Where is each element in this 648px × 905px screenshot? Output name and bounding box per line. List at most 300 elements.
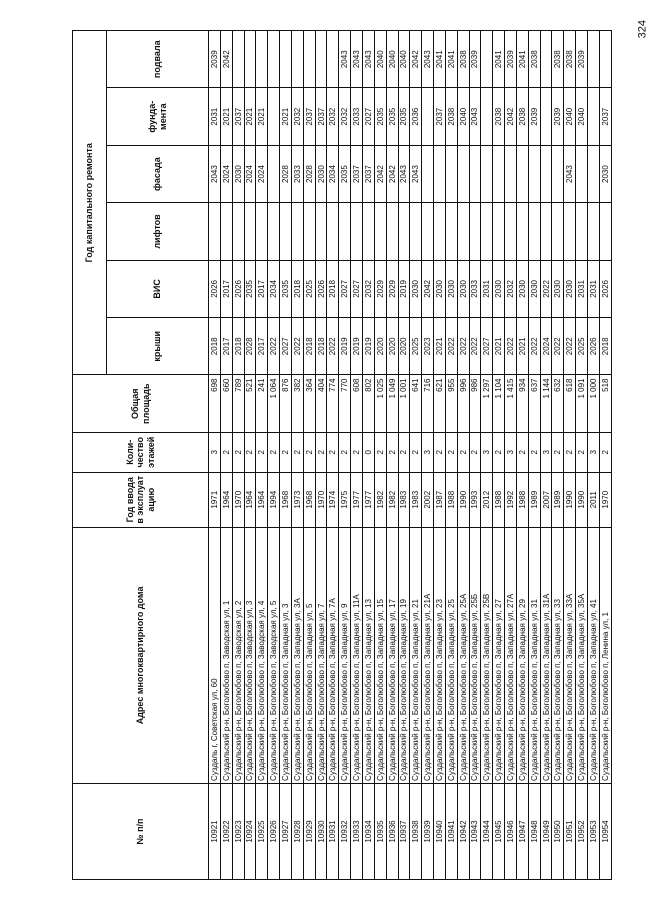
cell-floors: 2: [410, 432, 422, 472]
cell-floors: 2: [516, 432, 528, 472]
cell-roof: 2022: [268, 318, 280, 375]
cell-roof: 2017: [256, 318, 268, 375]
cell-facade: 2030: [315, 145, 327, 202]
cell-foundation: 2036: [410, 88, 422, 145]
cell-address: Суздальский р-н, Боголюбово п, Западная ул, 27А: [505, 527, 517, 783]
cell-num: 10950: [552, 783, 564, 879]
cell-area: 1 064: [268, 375, 280, 432]
cell-address: Суздальский р-н, Боголюбово п, Заводская ул, 2: [232, 527, 244, 783]
cell-lift: [540, 203, 552, 260]
cell-year: 1964: [244, 472, 256, 527]
cell-basement: 2039: [209, 31, 221, 88]
cell-lift: [564, 203, 576, 260]
cell-vis: 2031: [588, 260, 600, 317]
cell-foundation: 2021: [244, 88, 256, 145]
cell-area: 1 144: [540, 375, 552, 432]
table-row: [493, 31, 505, 880]
cell-foundation: 2043: [469, 88, 481, 145]
cell-vis: 2027: [351, 260, 363, 317]
cell-num: 10927: [280, 783, 292, 879]
cell-roof: 2019: [362, 318, 374, 375]
header-repair-group: Год капитального ремонта: [73, 31, 107, 376]
cell-floors: 2: [244, 432, 256, 472]
table-row: [244, 31, 256, 880]
cell-address: Суздальский р-н, Боголюбово п, Заводская ул, 3: [244, 527, 256, 783]
cell-floors: 2: [434, 432, 446, 472]
cell-roof: 2026: [588, 318, 600, 375]
cell-facade: [422, 145, 434, 202]
table-row: [588, 31, 600, 880]
cell-lift: [386, 203, 398, 260]
cell-num: 10949: [540, 783, 552, 879]
cell-roof: 2022: [327, 318, 339, 375]
table-row: [564, 31, 576, 880]
cell-area: 789: [232, 375, 244, 432]
table-body: [209, 31, 612, 880]
table-row: [351, 31, 363, 880]
cell-facade: 2042: [374, 145, 386, 202]
cell-floors: 2: [256, 432, 268, 472]
table-header: [73, 31, 209, 880]
cell-roof: 2025: [410, 318, 422, 375]
cell-floors: 2: [445, 432, 457, 472]
cell-floors: 2: [386, 432, 398, 472]
cell-foundation: 2039: [528, 88, 540, 145]
cell-facade: 2034: [327, 145, 339, 202]
cell-address: Суздальский р-н, Боголюбово п, Западная ул, 25: [445, 527, 457, 783]
cell-year: 1989: [552, 472, 564, 527]
cell-basement: 2039: [469, 31, 481, 88]
cell-vis: 2030: [564, 260, 576, 317]
cell-lift: [220, 203, 232, 260]
cell-year: 2012: [481, 472, 493, 527]
cell-basement: 2038: [564, 31, 576, 88]
cell-facade: [540, 145, 552, 202]
cell-num: 10936: [386, 783, 398, 879]
cell-vis: 2030: [434, 260, 446, 317]
cell-foundation: 2040: [576, 88, 588, 145]
cell-area: 774: [327, 375, 339, 432]
cell-address: Суздальский р-н, Боголюбово п, Западная ул, 25В: [481, 527, 493, 783]
cell-num: 10933: [351, 783, 363, 879]
cell-num: 10929: [303, 783, 315, 879]
cell-foundation: 2039: [552, 88, 564, 145]
cell-floors: 2: [280, 432, 292, 472]
cell-lift: [268, 203, 280, 260]
cell-area: 1 104: [493, 375, 505, 432]
cell-lift: [244, 203, 256, 260]
table-row: [410, 31, 422, 880]
cell-foundation: 2037: [303, 88, 315, 145]
cell-year: 2011: [588, 472, 600, 527]
cell-address: Суздальский р-н, Боголюбово п, Западная ул, 41: [588, 527, 600, 783]
cell-address: Суздальский р-н, Боголюбово п, Западная ул, 13: [362, 527, 374, 783]
cell-basement: [540, 31, 552, 88]
cell-basement: [315, 31, 327, 88]
cell-vis: 2032: [362, 260, 374, 317]
cell-foundation: 2021: [220, 88, 232, 145]
cell-address: Суздальский р-н, Боголюбово п, Заводская ул, 4: [256, 527, 268, 783]
cell-num: 10942: [457, 783, 469, 879]
cell-facade: 2030: [599, 145, 611, 202]
cell-roof: 2019: [339, 318, 351, 375]
cell-area: 934: [516, 375, 528, 432]
cell-year: 1988: [516, 472, 528, 527]
cell-basement: 2043: [339, 31, 351, 88]
cell-lift: [398, 203, 410, 260]
cell-address: Суздальский р-н, Боголюбово п, Западная ул, 9: [339, 527, 351, 783]
cell-year: 1983: [398, 472, 410, 527]
cell-floors: 2: [268, 432, 280, 472]
cell-facade: 2030: [232, 145, 244, 202]
cell-num: 10951: [564, 783, 576, 879]
cell-area: 1 415: [505, 375, 517, 432]
cell-facade: 2037: [351, 145, 363, 202]
cell-area: 241: [256, 375, 268, 432]
cell-floors: 2: [552, 432, 564, 472]
cell-lift: [422, 203, 434, 260]
table-row: [398, 31, 410, 880]
cell-lift: [552, 203, 564, 260]
cell-basement: 2043: [422, 31, 434, 88]
cell-num: 10953: [588, 783, 600, 879]
cell-area: 518: [599, 375, 611, 432]
cell-facade: 2028: [303, 145, 315, 202]
table-row: [220, 31, 232, 880]
cell-lift: [445, 203, 457, 260]
cell-year: 1988: [445, 472, 457, 527]
cell-area: 716: [422, 375, 434, 432]
cell-area: 1 025: [374, 375, 386, 432]
cell-facade: 2043: [410, 145, 422, 202]
cell-lift: [256, 203, 268, 260]
cell-facade: 2033: [291, 145, 303, 202]
cell-basement: [588, 31, 600, 88]
cell-basement: [599, 31, 611, 88]
cell-year: 1974: [327, 472, 339, 527]
table-row: [445, 31, 457, 880]
cell-basement: [244, 31, 256, 88]
cell-area: 618: [564, 375, 576, 432]
cell-facade: 2043: [564, 145, 576, 202]
cell-roof: 2021: [493, 318, 505, 375]
cell-year: 1988: [493, 472, 505, 527]
cell-vis: 2042: [422, 260, 434, 317]
cell-floors: 2: [528, 432, 540, 472]
table-row: [339, 31, 351, 880]
cell-roof: 2020: [398, 318, 410, 375]
cell-num: 10940: [434, 783, 446, 879]
table-row: [422, 31, 434, 880]
cell-basement: [268, 31, 280, 88]
cell-lift: [481, 203, 493, 260]
cell-floors: 2: [291, 432, 303, 472]
cell-address: Суздальский р-н, Боголюбово п, Заводская ул, 5: [268, 527, 280, 783]
cell-num: 10922: [220, 783, 232, 879]
cell-vis: 2030: [445, 260, 457, 317]
cell-num: 10938: [410, 783, 422, 879]
cell-num: 10943: [469, 783, 481, 879]
cell-foundation: 2035: [374, 88, 386, 145]
cell-foundation: 2032: [291, 88, 303, 145]
cell-address: Суздальский р-н, Боголюбово п, Западная ул, 21А: [422, 527, 434, 783]
cell-basement: [303, 31, 315, 88]
cell-year: 1990: [457, 472, 469, 527]
cell-num: 10930: [315, 783, 327, 879]
cell-facade: [457, 145, 469, 202]
cell-foundation: 2035: [386, 88, 398, 145]
cell-vis: 2027: [339, 260, 351, 317]
cell-address: Суздальский р-н, Боголюбово п, Западная ул, 3А: [291, 527, 303, 783]
table-row: [280, 31, 292, 880]
cell-foundation: [540, 88, 552, 145]
cell-num: 10925: [256, 783, 268, 879]
table-row: [268, 31, 280, 880]
cell-roof: 2025: [576, 318, 588, 375]
cell-roof: 2018: [209, 318, 221, 375]
cell-lift: [209, 203, 221, 260]
cell-roof: 2020: [374, 318, 386, 375]
cell-year: 1964: [256, 472, 268, 527]
cell-basement: [291, 31, 303, 88]
cell-vis: 2018: [291, 260, 303, 317]
cell-facade: 2024: [220, 145, 232, 202]
cell-address: Суздальский р-н, Боголюбово п, Западная ул, 19: [398, 527, 410, 783]
cell-address: Суздальский р-н, Боголюбово п, Западная ул, 33А: [564, 527, 576, 783]
cell-roof: 2022: [469, 318, 481, 375]
cell-lift: [303, 203, 315, 260]
cell-year: 1971: [209, 472, 221, 527]
cell-lift: [588, 203, 600, 260]
table-row: [469, 31, 481, 880]
cell-year: 1982: [374, 472, 386, 527]
cell-facade: [481, 145, 493, 202]
cell-foundation: 2021: [280, 88, 292, 145]
cell-area: 876: [280, 375, 292, 432]
cell-lift: [576, 203, 588, 260]
cell-roof: 2018: [599, 318, 611, 375]
cell-num: 10934: [362, 783, 374, 879]
cell-facade: [445, 145, 457, 202]
cell-roof: 2021: [516, 318, 528, 375]
table-row: [256, 31, 268, 880]
cell-roof: 2022: [505, 318, 517, 375]
cell-address: Суздальский р-н, Боголюбово п, Западная ул, 29: [516, 527, 528, 783]
cell-address: Суздальский р-н, Боголюбово п, Западная ул, 11А: [351, 527, 363, 783]
cell-address: Суздальский р-н, Боголюбово п, Западная ул, 5: [303, 527, 315, 783]
cell-floors: 3: [209, 432, 221, 472]
cell-vis: 2019: [398, 260, 410, 317]
cell-address: Суздальский р-н, Боголюбово п, Западная ул, 31: [528, 527, 540, 783]
cell-facade: 2024: [244, 145, 256, 202]
cell-roof: 2027: [280, 318, 292, 375]
cell-roof: 2018: [303, 318, 315, 375]
cell-floors: 2: [457, 432, 469, 472]
cell-floors: 2: [599, 432, 611, 472]
cell-lift: [434, 203, 446, 260]
cell-area: 404: [315, 375, 327, 432]
cell-foundation: 2038: [516, 88, 528, 145]
table-row: [528, 31, 540, 880]
cell-facade: [588, 145, 600, 202]
cell-foundation: 2037: [434, 88, 446, 145]
header-facade: фасада: [107, 145, 209, 202]
header-address: Адрес многоквартирного дома: [73, 527, 209, 783]
cell-num: 10952: [576, 783, 588, 879]
cell-address: Суздальский р-н, Боголюбово п, Западная ул, 7: [315, 527, 327, 783]
table-row: [303, 31, 315, 880]
cell-area: 1 297: [481, 375, 493, 432]
cell-address: Суздальский р-н, Боголюбово п, Западная ул, 25А: [457, 527, 469, 783]
cell-vis: 2035: [280, 260, 292, 317]
cell-lift: [315, 203, 327, 260]
table-row: [576, 31, 588, 880]
cell-foundation: [268, 88, 280, 145]
cell-floors: 2: [493, 432, 505, 472]
cell-facade: 2042: [386, 145, 398, 202]
cell-num: 10939: [422, 783, 434, 879]
cell-lift: [362, 203, 374, 260]
cell-year: 1993: [469, 472, 481, 527]
cell-floors: 3: [540, 432, 552, 472]
cell-area: 986: [469, 375, 481, 432]
cell-floors: 3: [505, 432, 517, 472]
cell-roof: 2020: [386, 318, 398, 375]
cell-floors: 2: [351, 432, 363, 472]
cell-basement: 2041: [516, 31, 528, 88]
table-row: [599, 31, 611, 880]
cell-lift: [374, 203, 386, 260]
cell-floors: 2: [327, 432, 339, 472]
cell-area: 1 049: [386, 375, 398, 432]
cell-facade: [576, 145, 588, 202]
cell-area: 955: [445, 375, 457, 432]
cell-roof: 2022: [552, 318, 564, 375]
cell-address: Суздальский р-н, Боголюбово п, Западная ул, 23: [434, 527, 446, 783]
header-roof: крыши: [107, 318, 209, 375]
cell-roof: 2022: [564, 318, 576, 375]
cell-foundation: [481, 88, 493, 145]
table-row: [374, 31, 386, 880]
cell-lift: [599, 203, 611, 260]
cell-basement: 2040: [386, 31, 398, 88]
cell-area: 641: [410, 375, 422, 432]
cell-vis: 2030: [493, 260, 505, 317]
cell-roof: 2019: [351, 318, 363, 375]
cell-vis: 2034: [268, 260, 280, 317]
cell-num: 10928: [291, 783, 303, 879]
table-row: [386, 31, 398, 880]
cell-year: 1964: [220, 472, 232, 527]
cell-foundation: 2031: [209, 88, 221, 145]
cell-area: 608: [351, 375, 363, 432]
cell-year: 1987: [434, 472, 446, 527]
table-row: [209, 31, 221, 880]
cell-address: Суздальский р-н, Боголюбово п, Западная ул, 3: [280, 527, 292, 783]
cell-roof: 2022: [445, 318, 457, 375]
cell-year: 1970: [599, 472, 611, 527]
cell-address: Суздальский р-н, Боголюбово п, Ленина ул, 1: [599, 527, 611, 783]
cell-year: 1968: [303, 472, 315, 527]
cell-facade: 2028: [280, 145, 292, 202]
table-row: [232, 31, 244, 880]
cell-basement: 2038: [528, 31, 540, 88]
cell-address: Суздальский р-н, Боголюбово п, Западная ул, 15: [374, 527, 386, 783]
cell-floors: 0: [362, 432, 374, 472]
cell-facade: [505, 145, 517, 202]
cell-area: 1 091: [576, 375, 588, 432]
cell-foundation: 2037: [315, 88, 327, 145]
cell-roof: 2021: [434, 318, 446, 375]
cell-lift: [291, 203, 303, 260]
cell-year: 1982: [386, 472, 398, 527]
cell-area: 382: [291, 375, 303, 432]
cell-vis: 2025: [303, 260, 315, 317]
cell-vis: 2031: [576, 260, 588, 317]
cell-address: Суздальский р-н, Боголюбово п, Западная ул, 25Б: [469, 527, 481, 783]
cell-num: 10945: [493, 783, 505, 879]
cell-basement: [481, 31, 493, 88]
cell-foundation: 2040: [564, 88, 576, 145]
cell-roof: 2022: [528, 318, 540, 375]
cell-lift: [516, 203, 528, 260]
cell-year: 2007: [540, 472, 552, 527]
cell-num: 10944: [481, 783, 493, 879]
table-row: [315, 31, 327, 880]
cell-address: Суздальский р-н, Боголюбово п, Западная ул, 35А: [576, 527, 588, 783]
cell-basement: 2039: [505, 31, 517, 88]
cell-floors: 3: [422, 432, 434, 472]
cell-roof: 2017: [220, 318, 232, 375]
cell-roof: 2028: [244, 318, 256, 375]
cell-num: 10932: [339, 783, 351, 879]
cell-floors: 3: [481, 432, 493, 472]
cell-facade: [528, 145, 540, 202]
cell-num: 10941: [445, 783, 457, 879]
cell-basement: 2041: [493, 31, 505, 88]
cell-year: 1990: [576, 472, 588, 527]
cell-vis: 2029: [386, 260, 398, 317]
cell-foundation: 2037: [232, 88, 244, 145]
cell-basement: [327, 31, 339, 88]
cell-basement: 2038: [552, 31, 564, 88]
cell-vis: 2030: [410, 260, 422, 317]
cell-area: 802: [362, 375, 374, 432]
cell-basement: [256, 31, 268, 88]
cell-lift: [469, 203, 481, 260]
cell-facade: 2043: [398, 145, 410, 202]
cell-year: 2002: [422, 472, 434, 527]
cell-foundation: 2021: [256, 88, 268, 145]
cell-facade: 2035: [339, 145, 351, 202]
cell-vis: 2030: [516, 260, 528, 317]
cell-year: 1973: [291, 472, 303, 527]
cell-area: 996: [457, 375, 469, 432]
cell-basement: 2043: [351, 31, 363, 88]
cell-basement: 2041: [434, 31, 446, 88]
cell-lift: [493, 203, 505, 260]
cell-vis: 2030: [528, 260, 540, 317]
cell-vis: 2017: [256, 260, 268, 317]
header-vis: ВИС: [107, 260, 209, 317]
cell-foundation: 2027: [362, 88, 374, 145]
cell-year: 1990: [564, 472, 576, 527]
cell-vis: 2033: [469, 260, 481, 317]
table-row: [362, 31, 374, 880]
header-foundation: фунда-мента: [107, 88, 209, 145]
cell-roof: 2018: [315, 318, 327, 375]
cell-area: 1 001: [398, 375, 410, 432]
